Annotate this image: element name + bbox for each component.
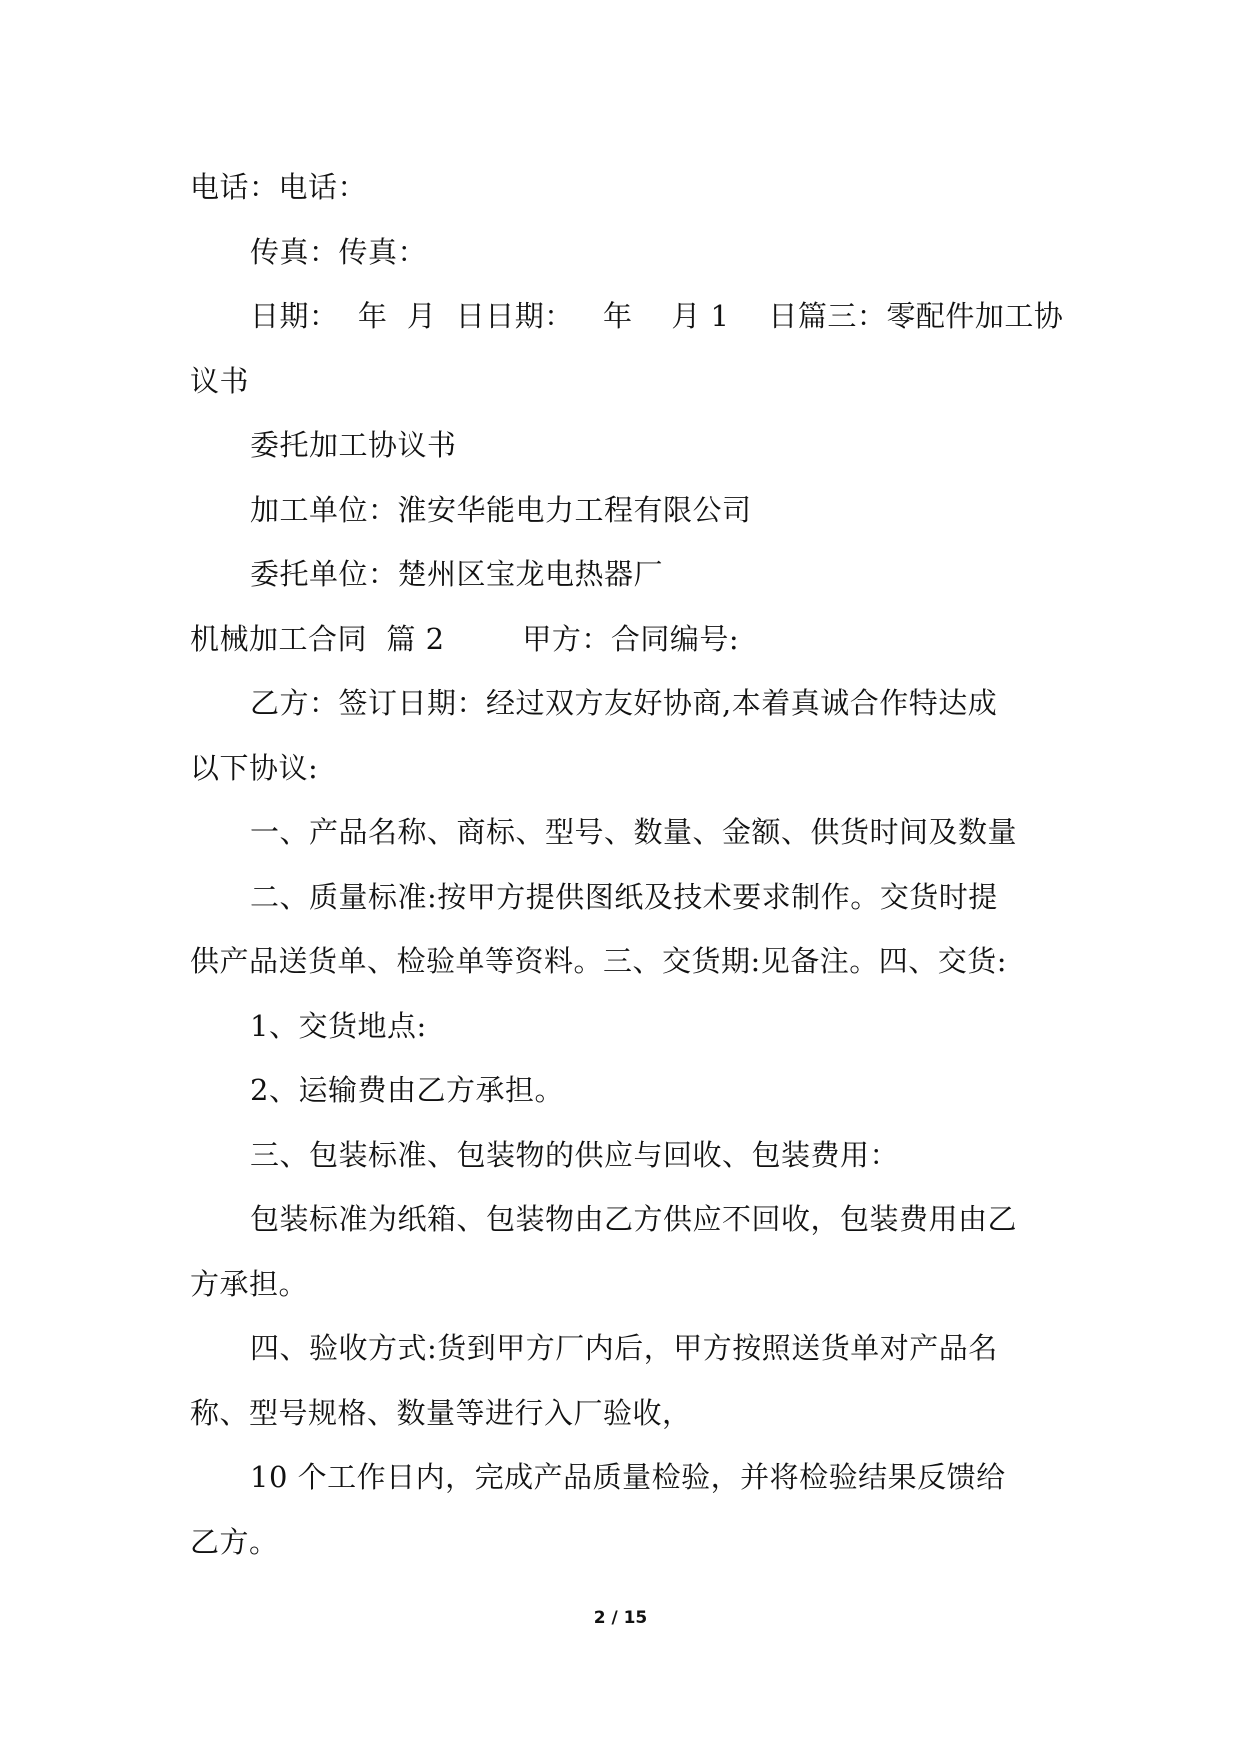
line-date: 日期： 年 月 日日期： 年 月 1 日篇三：零配件加工协 (250, 299, 1064, 333)
line-packaging-heading: 三、包装标准、包装物的供应与回收、包装费用： (250, 1137, 900, 1172)
line-clause-2: 二、质量标准:按甲方提供图纸及技术要求制作。交货时提 (250, 879, 998, 914)
line-party-b: 乙方：签订日期：经过双方友好协商,本着真诚合作特达成 (250, 686, 998, 720)
line-date-continued: 议书 (190, 363, 250, 398)
line-packaging-detail: 包装标准为纸箱、包装物由乙方供应不回收，包装费用由乙 (250, 1202, 1018, 1236)
line-contract-heading: 机械加工合同 篇 2 甲方：合同编号: (190, 621, 740, 656)
document-body (190, 155, 1064, 1574)
line-acceptance-continued: 称、型号规格、数量等进行入厂验收， (190, 1395, 692, 1430)
line-agreement-title: 委托加工协议书 (250, 428, 457, 462)
line-freight: 2、运输费由乙方承担。 (250, 1073, 564, 1107)
line-party-b-continued: 以下协议: (190, 750, 319, 785)
line-fax: 传真：传真： (250, 234, 428, 269)
line-processing-unit: 加工单位：淮安华能电力工程有限公司 (250, 492, 752, 527)
line-packaging-detail-continued: 方承担。 (190, 1266, 309, 1301)
line-clause-1: 一、产品名称、商标、型号、数量、金额、供货时间及数量 (250, 815, 1018, 849)
line-acceptance: 四、验收方式:货到甲方厂内后，甲方按照送货单对产品名 (250, 1331, 998, 1365)
line-phone: 电话：电话： (190, 170, 368, 204)
line-entrusting-unit: 委托单位：楚州区宝龙电热器厂 (250, 557, 664, 591)
line-inspection-continued: 乙方。 (190, 1524, 279, 1559)
line-clause-2-continued: 供产品送货单、检验单等资料。三、交货期:见备注。四、交货: (190, 944, 1008, 978)
line-delivery-location: 1、交货地点: (250, 1008, 427, 1043)
page-number: 2 / 15 (593, 1608, 648, 1628)
line-inspection: 10 个工作日内，完成产品质量检验，并将检验结果反馈给 (250, 1460, 1006, 1494)
